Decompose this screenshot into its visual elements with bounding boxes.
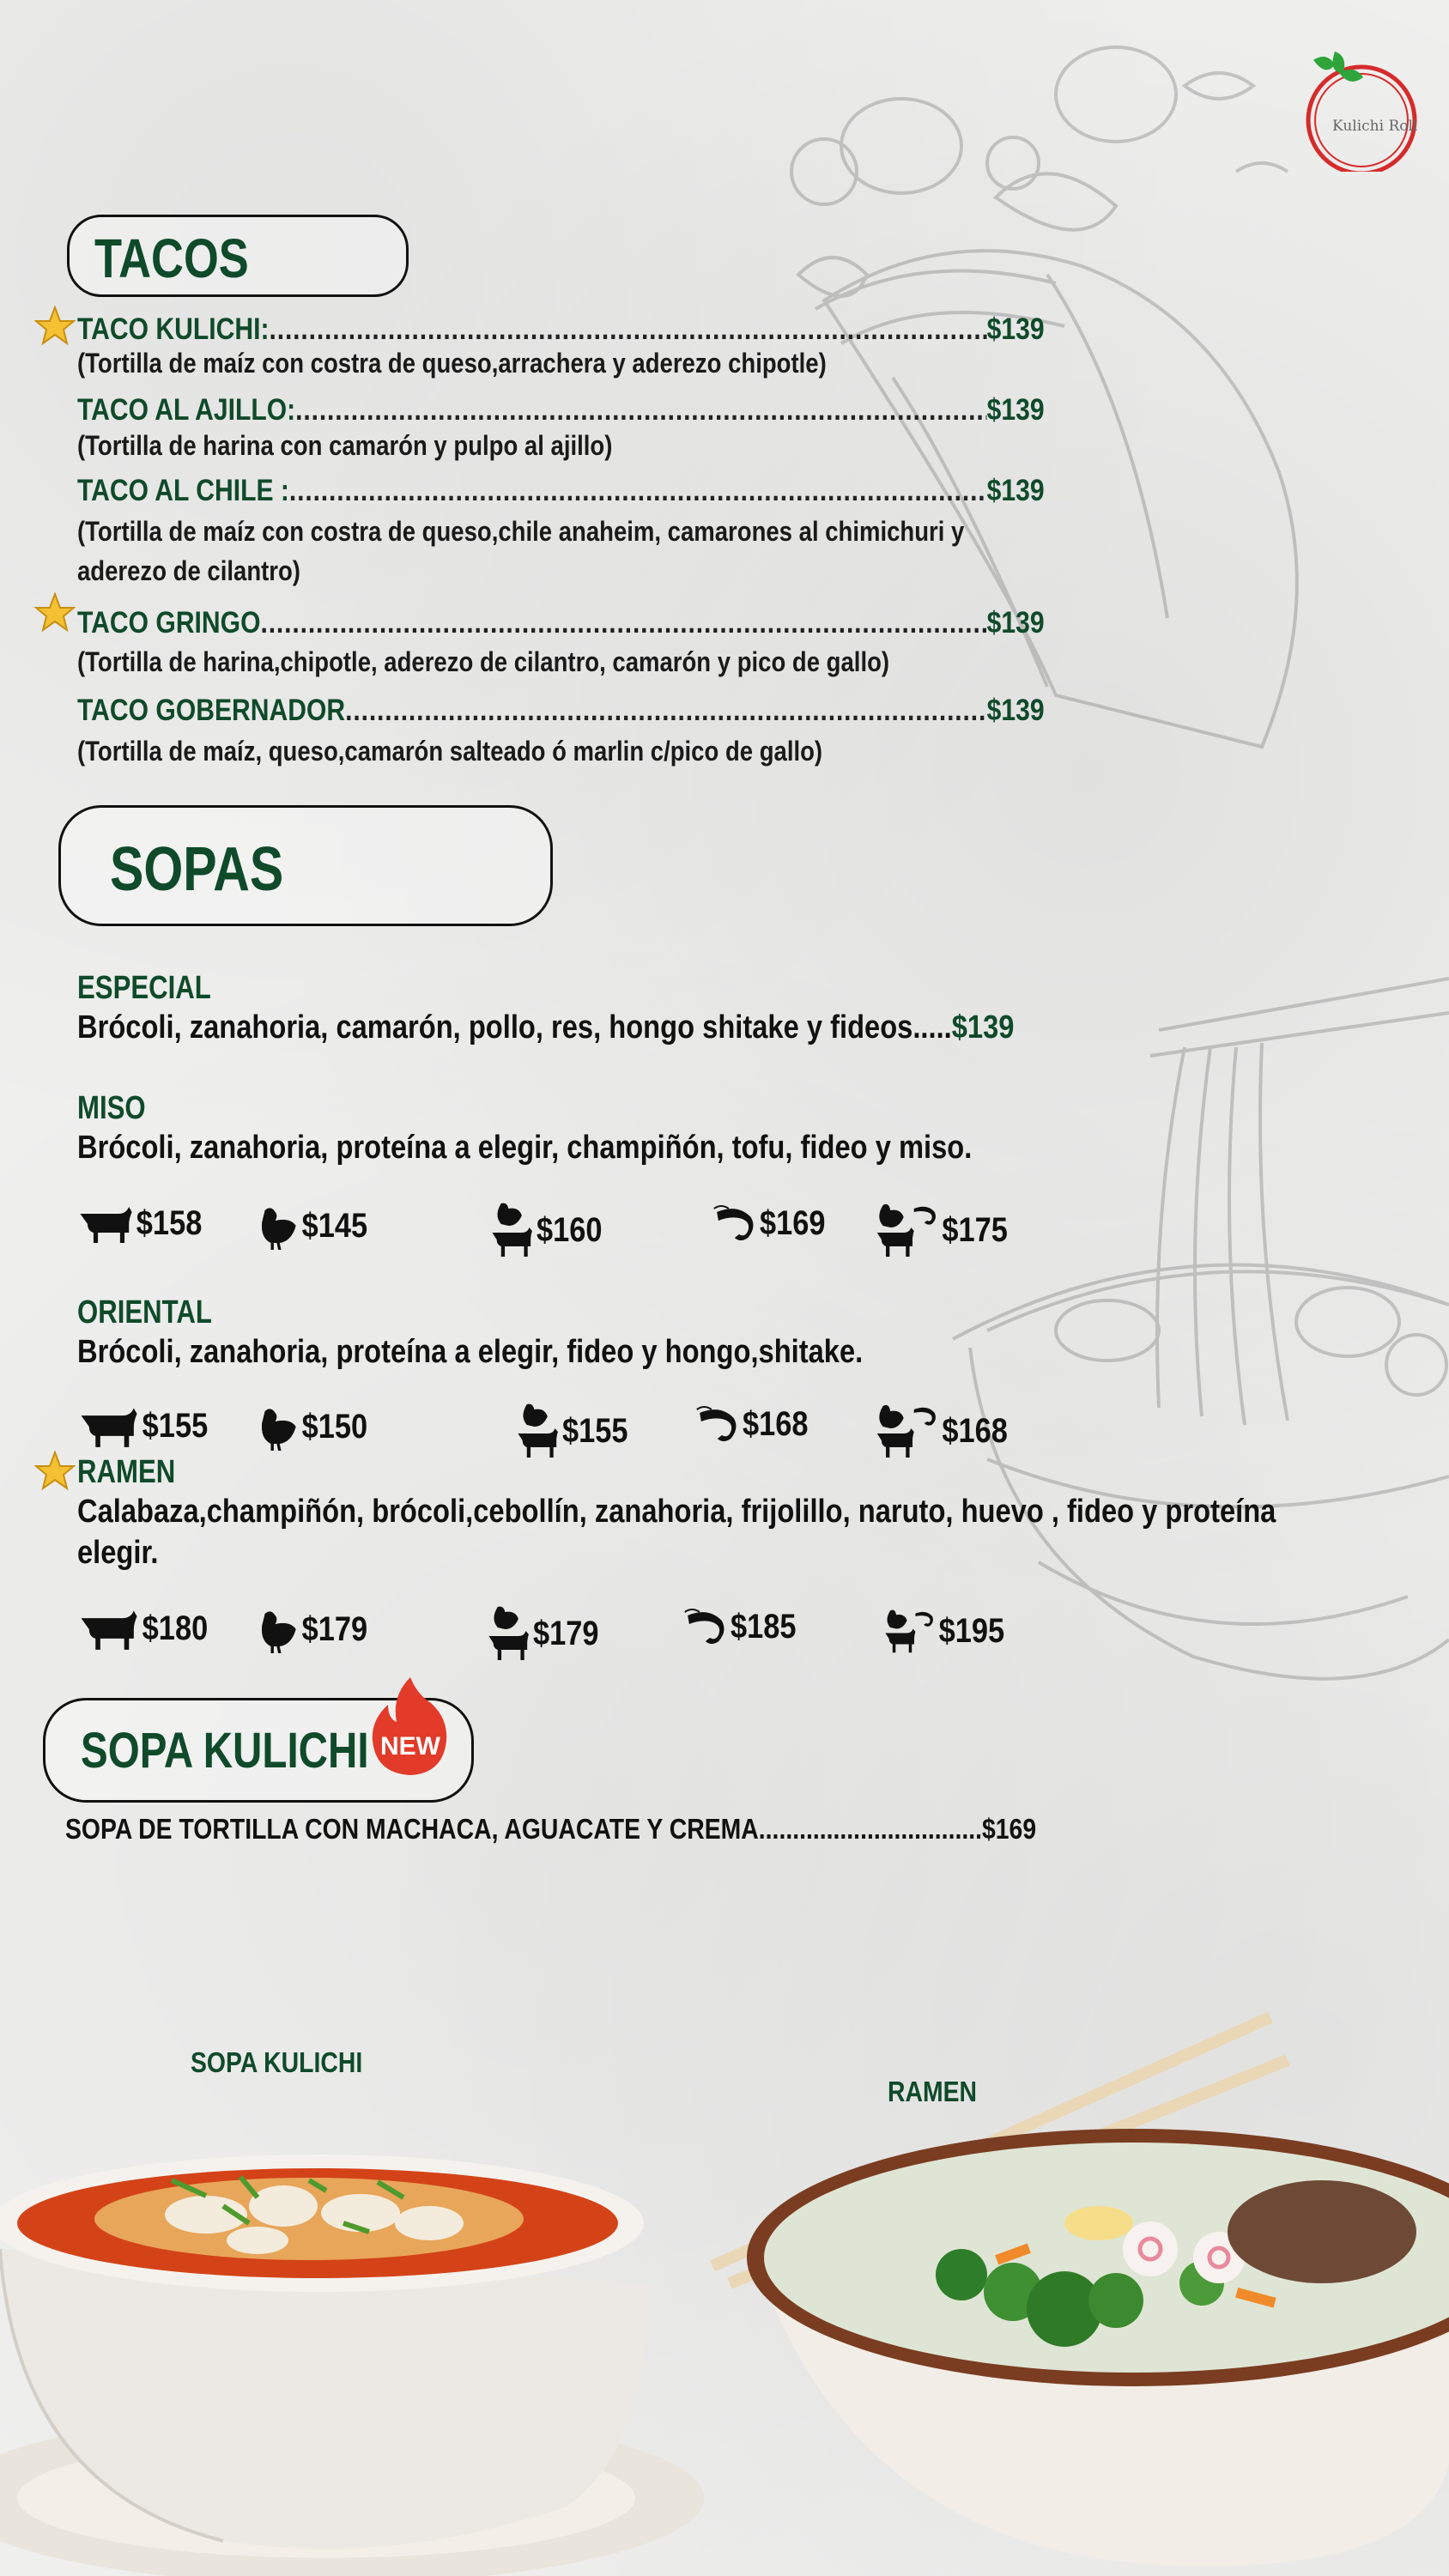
soup-description: Brócoli, zanahoria, proteína a elegir, fideo y hongo,shitake. [77, 1334, 864, 1370]
taco-item-row [77, 694, 1045, 728]
soup-name: RAMEN [77, 1454, 176, 1490]
leader-dots [295, 393, 986, 427]
price-mixed [515, 1403, 628, 1459]
chicken-icon [258, 1605, 299, 1653]
price-shrimp [695, 1403, 809, 1446]
leader-dots [289, 474, 987, 508]
brand-logo [1288, 34, 1425, 172]
price-value: $160 [537, 1210, 603, 1249]
taco-item-row [77, 312, 1045, 347]
price-mixed-shrimp [884, 1605, 1004, 1657]
taco-item-name: TACO KULICHI: [77, 312, 270, 346]
soup-description [77, 1009, 1014, 1046]
soup-description-text: Brócoli, zanahoria, camarón, pollo, res, hongo shitake y fideos..... [77, 1009, 952, 1046]
price-mixed-shrimp [876, 1202, 1008, 1258]
taco-item-description: (Tortilla de maíz, queso,camarón salteado ó marlin c/pico de gallo) [77, 736, 823, 767]
price-value: $158 [136, 1203, 203, 1242]
taco-item-row [77, 393, 1045, 427]
leader-dots [345, 694, 986, 728]
star-icon [34, 306, 76, 347]
chicken-icon [258, 1403, 299, 1451]
price-mixed [489, 1202, 603, 1258]
chicken-icon [258, 1202, 299, 1250]
soup-name: MISO [77, 1090, 146, 1126]
soup-name: ESPECIAL [77, 970, 211, 1006]
taco-item-description: (Tortilla de maíz con costra de queso,arrachera y aderezo chipotle) [77, 348, 827, 379]
price-chicken [258, 1403, 367, 1451]
price-value: $179 [301, 1609, 368, 1648]
taco-item-description: (Tortilla de maíz con costra de queso,chile anaheim, camarones al chimichuri y [77, 516, 965, 547]
price-mixed [486, 1605, 599, 1662]
new-badge-label: NEW [380, 1732, 440, 1761]
protein-price-row [77, 1403, 1107, 1463]
ramen-photo [704, 2000, 1449, 2576]
taco-item-price: $139 [986, 393, 1045, 427]
svg-text:Kulichi Roll: Kulichi Roll [1332, 118, 1418, 135]
price-shrimp [683, 1605, 797, 1648]
price-beef [77, 1403, 208, 1449]
price-value: $168 [942, 1411, 1008, 1450]
price-value: $145 [301, 1206, 368, 1245]
taco-item-name: TACO AL AJILLO: [77, 393, 296, 427]
price-mixed-shrimp [876, 1403, 1008, 1459]
soup-description: Brócoli, zanahoria, proteína a elegir, champiñón, tofu, fideo y miso. [77, 1130, 973, 1166]
price-value: $195 [938, 1611, 1005, 1650]
taco-item-row [77, 606, 1045, 640]
star-icon [34, 592, 76, 633]
taco-item-description: (Tortilla de harina,chipotle, aderezo de cilantro, camarón y pico de gallo) [77, 646, 890, 677]
price-value: $185 [731, 1607, 797, 1646]
chicken-beef-icon [515, 1403, 560, 1459]
cow-icon [77, 1605, 139, 1652]
soup-name: ORIENTAL [77, 1294, 212, 1330]
chicken-beef-icon [486, 1605, 530, 1662]
price-shrimp [712, 1202, 826, 1245]
sopas-title: SOPAS [110, 835, 284, 904]
taco-item-name: TACO GOBERNADOR [77, 694, 346, 727]
soup-description: Calabaza,champiñón, brócoli,cebollín, zanahoria, frijolillo, naruto, huevo , fideo y proteína [77, 1494, 1276, 1530]
taco-item-name: TACO AL CHILE : [77, 474, 289, 507]
new-flame-badge [371, 1674, 450, 1777]
leader-dots [269, 312, 986, 347]
price-value: $155 [142, 1406, 209, 1445]
price-beef [77, 1605, 208, 1652]
chicken-beef-icon [489, 1202, 534, 1258]
taco-item-price: $139 [986, 694, 1045, 727]
taco-item-price: $139 [986, 312, 1045, 346]
soup-description-cont: elegir. [77, 1535, 159, 1571]
photo-label-sopa-kulichi: SOPA KULICHI [191, 2046, 363, 2078]
cow-icon [77, 1403, 139, 1449]
star-icon [34, 1451, 76, 1492]
price-value: $155 [562, 1411, 628, 1450]
price-chicken [258, 1605, 367, 1653]
taco-item-row [77, 474, 1045, 508]
taco-item-name: TACO GRINGO [77, 606, 261, 639]
taco-item-price: $139 [986, 606, 1045, 639]
price-value: $150 [301, 1407, 368, 1446]
photo-label-ramen: RAMEN [888, 2076, 978, 2107]
chicken-beef-shrimp-icon [876, 1202, 939, 1258]
price-value: $180 [142, 1609, 209, 1647]
shrimp-icon [683, 1605, 728, 1648]
price-value: $168 [743, 1404, 809, 1443]
sopa-kulichi-line: SOPA DE TORTILLA CON MACHACA, AGUACATE Y CREMA.................................$169 [65, 1813, 1037, 1845]
shrimp-icon [695, 1403, 740, 1446]
chicken-beef-shrimp-icon [884, 1605, 936, 1657]
price-chicken [258, 1202, 367, 1250]
taco-item-description: (Tortilla de harina con camarón y pulpo al ajillo) [77, 430, 613, 461]
leader-dots [260, 606, 986, 640]
cow-icon [77, 1202, 133, 1245]
protein-price-row [77, 1202, 1107, 1262]
sopa-kulichi-title: SOPA KULICHI [81, 1723, 369, 1779]
protein-price-row [77, 1605, 1107, 1665]
price-beef [77, 1202, 202, 1245]
price-value: $169 [760, 1203, 826, 1242]
sopa-kulichi-photo [0, 2094, 704, 2576]
taco-item-price: $139 [986, 474, 1045, 507]
price-value: $179 [533, 1614, 599, 1652]
shrimp-icon [712, 1202, 757, 1245]
tacos-title: TACOS [94, 227, 249, 289]
soup-price: $139 [951, 1009, 1015, 1046]
chicken-beef-shrimp-icon [876, 1403, 939, 1459]
taco-item-description-cont: aderezo de cilantro) [77, 555, 300, 586]
price-value: $175 [942, 1210, 1008, 1249]
